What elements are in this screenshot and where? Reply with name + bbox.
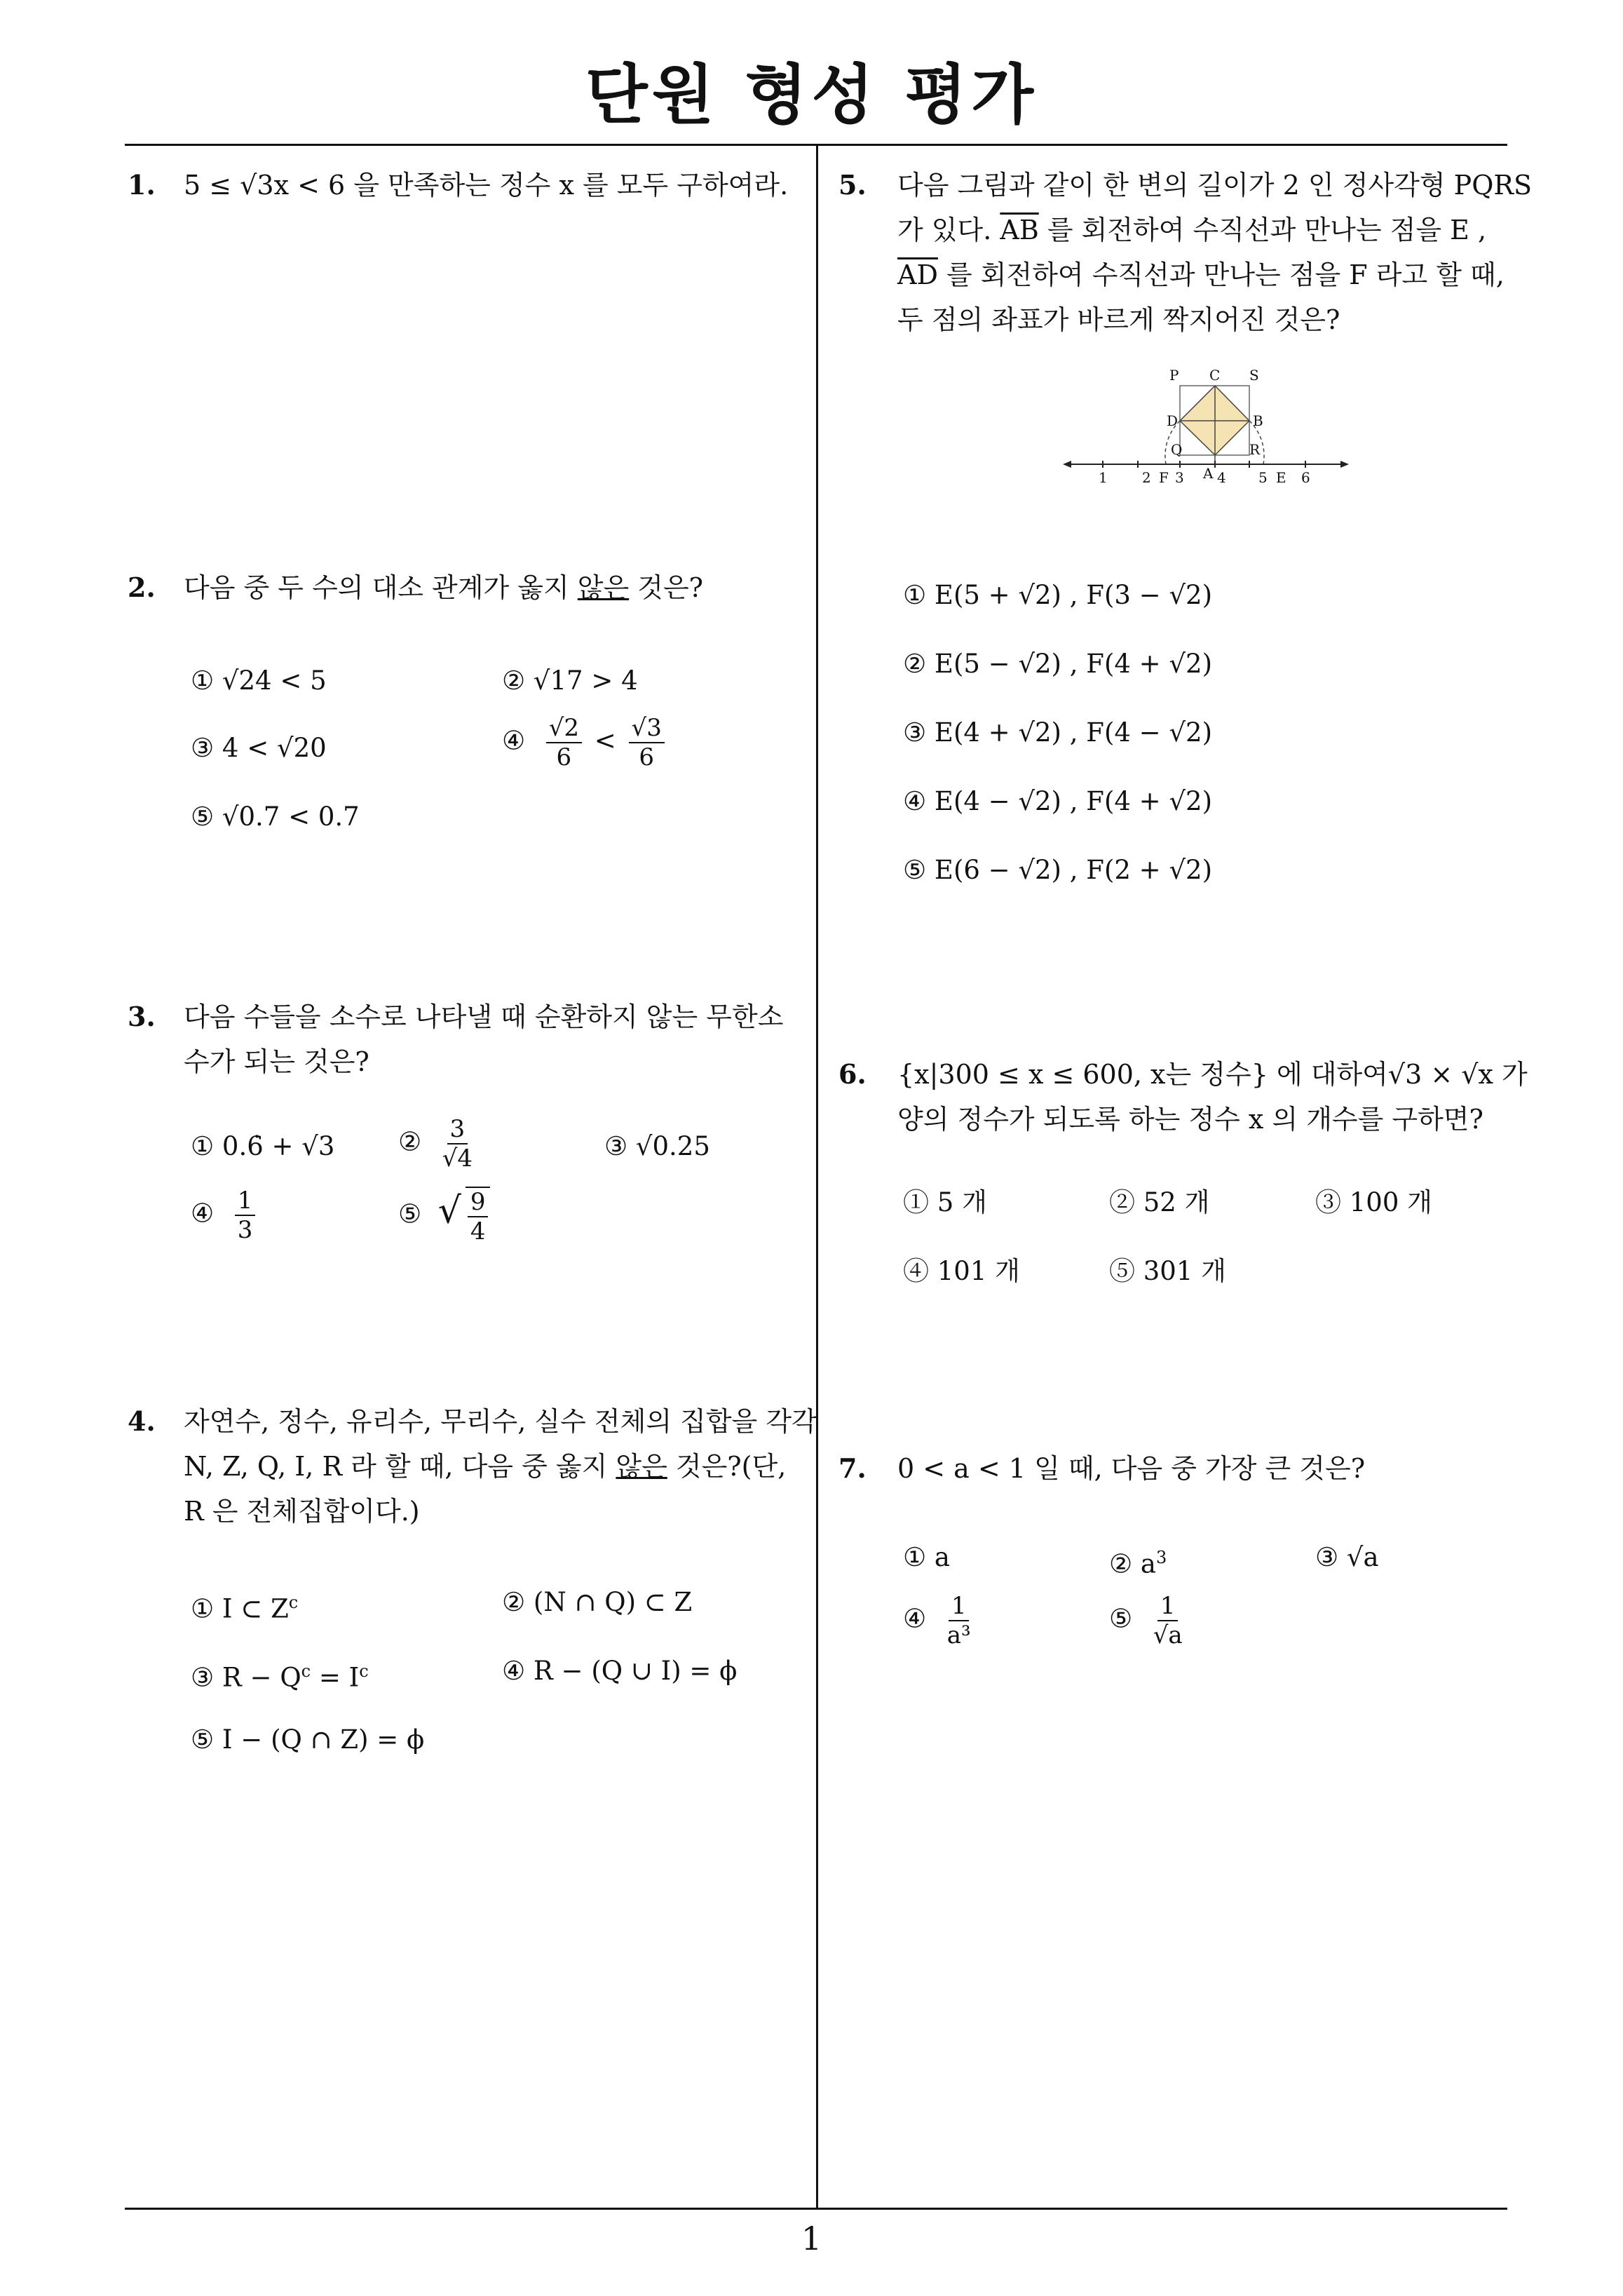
question-line-4: 두 점의 좌표가 바르게 짝지어진 것은? — [897, 304, 1340, 335]
label-s: S — [1249, 367, 1259, 384]
option-3[interactable]: ③ √0.25 — [604, 1131, 710, 1161]
option-2[interactable] — [1109, 1539, 1167, 1583]
question-text-part: 가 있다. — [897, 215, 1000, 245]
option-5[interactable] — [1109, 1592, 1187, 1649]
fraction — [442, 1115, 473, 1173]
option-mark: ⑤ — [1109, 1603, 1133, 1634]
option-4[interactable] — [502, 714, 669, 771]
option-1[interactable]: ① 5 개 — [903, 1187, 987, 1217]
question-text: 0 < a < 1 일 때, 다음 중 가장 큰 것은? — [897, 1453, 1366, 1484]
option-4[interactable] — [191, 1187, 259, 1244]
option-text: ② a — [1109, 1548, 1156, 1579]
label-c: C — [1209, 367, 1221, 384]
question-number: 7. — [838, 1452, 867, 1484]
column-divider — [816, 144, 818, 2210]
question-text — [184, 565, 703, 610]
page-title: 단원 형성 평가 — [585, 58, 1038, 133]
option-3[interactable]: ③ 100 개 — [1315, 1187, 1432, 1217]
denominator: 6 — [556, 743, 572, 771]
question-line-1: 다음 그림과 같이 한 변의 길이가 2 인 정사각형 PQRS — [897, 170, 1532, 201]
question-text: 5 ≤ √3x < 6 을 만족하는 정수 x 를 모두 구하여라. — [184, 170, 789, 201]
exponent: 3 — [1156, 1548, 1167, 1567]
question-line-1: {x|300 ≤ x ≤ 600, x는 정수} 에 대하여√3 × √x 가 — [897, 1059, 1528, 1090]
option-5[interactable]: ⑤ E(6 − √2) , F(2 + √2) — [903, 855, 1213, 885]
option-5[interactable]: ⑤ √0.7 < 0.7 — [191, 802, 360, 832]
denominator: √a — [1153, 1621, 1183, 1649]
option-2[interactable]: ② E(5 − √2) , F(4 + √2) — [903, 649, 1213, 679]
underlined-word: 않은 — [616, 1451, 667, 1482]
label-e: E — [1276, 469, 1286, 486]
question-text-part: 것은? — [629, 572, 704, 603]
label-d: D — [1167, 412, 1179, 429]
label-b: B — [1253, 412, 1263, 429]
question-number: 6. — [838, 1058, 867, 1090]
number-line-arrow-right — [1340, 461, 1349, 468]
question-number: 1. — [128, 169, 156, 201]
option-mark: ④ — [502, 725, 526, 756]
option-3[interactable]: ③ √a — [1315, 1542, 1379, 1572]
option-mark: ④ — [903, 1603, 927, 1634]
option-2[interactable]: ② (N ∩ Q) ⊂ Z — [502, 1587, 693, 1617]
complement-sup: c — [301, 1661, 311, 1681]
page-number: 1 — [801, 2220, 822, 2257]
denominator: 4 — [470, 1217, 486, 1245]
numerator: 1 — [235, 1187, 256, 1216]
option-text: ③ R − Q — [191, 1662, 301, 1693]
fraction — [466, 1187, 491, 1245]
denominator: 3 — [237, 1216, 253, 1244]
numerator: √3 — [629, 714, 665, 743]
denominator: a³ — [946, 1621, 971, 1649]
option-2[interactable]: ② √17 > 4 — [502, 666, 638, 696]
question-line-1: 자연수, 정수, 유리수, 무리수, 실수 전체의 집합을 각각 — [184, 1406, 817, 1437]
option-mark: ⑤ — [398, 1198, 422, 1229]
complement-sup: c — [359, 1661, 369, 1681]
relation: < — [594, 725, 616, 756]
question-text: 다음 수들을 소수로 나타낼 때 순환하지 않는 무한소 수가 되는 것은? — [184, 1001, 784, 1077]
numerator: 9 — [468, 1188, 489, 1217]
question-text-part: 것은?(단, — [667, 1451, 787, 1482]
option-mark: ② — [398, 1126, 422, 1157]
fraction — [629, 714, 665, 771]
option-1[interactable]: ① 0.6̇ + √3 — [191, 1131, 335, 1161]
option-3[interactable]: ③ E(4 + √2) , F(4 − √2) — [903, 717, 1213, 748]
tick-label-2: 2 — [1142, 469, 1151, 486]
fraction — [235, 1187, 256, 1244]
option-text: ① I ⊂ Z — [191, 1593, 289, 1624]
question-line-3 — [897, 252, 1505, 297]
question-number: 2. — [128, 572, 156, 603]
option-5[interactable]: ⑤ 301 개 — [1109, 1256, 1226, 1286]
question-line-2 — [184, 1444, 786, 1489]
question-text-part: 다음 중 두 수의 대소 관계가 옳지 — [184, 572, 578, 603]
tick-label-1: 1 — [1099, 469, 1108, 486]
question-number: 5. — [838, 169, 867, 201]
tick-label-5: 5 — [1258, 469, 1268, 486]
numerator: 1 — [949, 1592, 970, 1621]
option-1[interactable]: ① √24 < 5 — [191, 666, 327, 696]
option-1[interactable] — [191, 1583, 298, 1628]
question-text-part: 를 회전하여 수직선과 만나는 점을 E , — [1038, 215, 1487, 245]
option-5[interactable]: ⑤ I − (Q ∩ Z) = ϕ — [191, 1724, 425, 1755]
complement-sup: c — [288, 1593, 299, 1612]
option-1[interactable]: ① a — [903, 1542, 950, 1572]
option-3[interactable]: ③ 4 < √20 — [191, 733, 327, 763]
question-number: 4. — [128, 1405, 156, 1437]
fraction — [947, 1592, 971, 1649]
bottom-rule — [125, 2208, 1507, 2210]
label-f: F — [1159, 469, 1169, 486]
numerator: √2 — [546, 714, 582, 743]
radical-sign: √ — [437, 1189, 461, 1232]
option-1[interactable]: ① E(5 + √2) , F(3 − √2) — [903, 580, 1213, 610]
option-text: = I — [311, 1662, 360, 1693]
denominator: √4 — [442, 1144, 473, 1173]
label-p: P — [1169, 367, 1179, 384]
option-4[interactable]: ④ R − (Q ∪ I) = ϕ — [502, 1656, 738, 1686]
tick-label-4: 4 — [1217, 469, 1226, 486]
fraction — [1153, 1592, 1183, 1649]
option-4[interactable]: ④ 101 개 — [903, 1256, 1020, 1286]
label-a: A — [1203, 465, 1214, 482]
option-4[interactable] — [903, 1592, 975, 1649]
label-r: R — [1249, 441, 1261, 458]
number-line-arrow-left — [1063, 461, 1071, 468]
option-mark: ④ — [191, 1198, 215, 1229]
square-number-line-figure — [1059, 356, 1353, 504]
segment-label: $\overline{AB}$ — [1000, 215, 1039, 245]
question-text-part: 를 회전하여 수직선과 만나는 점을 F 라고 할 때, — [937, 259, 1505, 290]
tick-label-6: 6 — [1301, 469, 1310, 486]
question-text-part: N, Z, Q, I, R 라 할 때, 다음 중 옳지 — [184, 1451, 616, 1482]
option-3[interactable] — [191, 1652, 369, 1696]
question-number: 3. — [128, 1001, 156, 1032]
question-line-2 — [897, 208, 1486, 252]
fraction — [546, 714, 582, 771]
denominator: 6 — [639, 743, 655, 771]
numerator: 1 — [1157, 1592, 1179, 1621]
tick-label-3: 3 — [1175, 469, 1184, 486]
option-5[interactable] — [398, 1187, 494, 1245]
option-4[interactable]: ④ E(4 − √2) , F(4 + √2) — [903, 786, 1213, 816]
numerator: 3 — [447, 1115, 468, 1144]
option-2[interactable]: ② 52 개 — [1109, 1187, 1210, 1217]
question-line-2: 양의 정수가 되도록 하는 정수 x 의 개수를 구하면? — [897, 1104, 1483, 1135]
segment-label: $\overline{AD}$ — [897, 259, 938, 290]
underlined-word: 않은 — [577, 572, 630, 603]
question-line-3: R 은 전체집합이다.) — [184, 1496, 420, 1527]
label-q: Q — [1171, 441, 1183, 458]
option-2[interactable] — [398, 1115, 477, 1173]
